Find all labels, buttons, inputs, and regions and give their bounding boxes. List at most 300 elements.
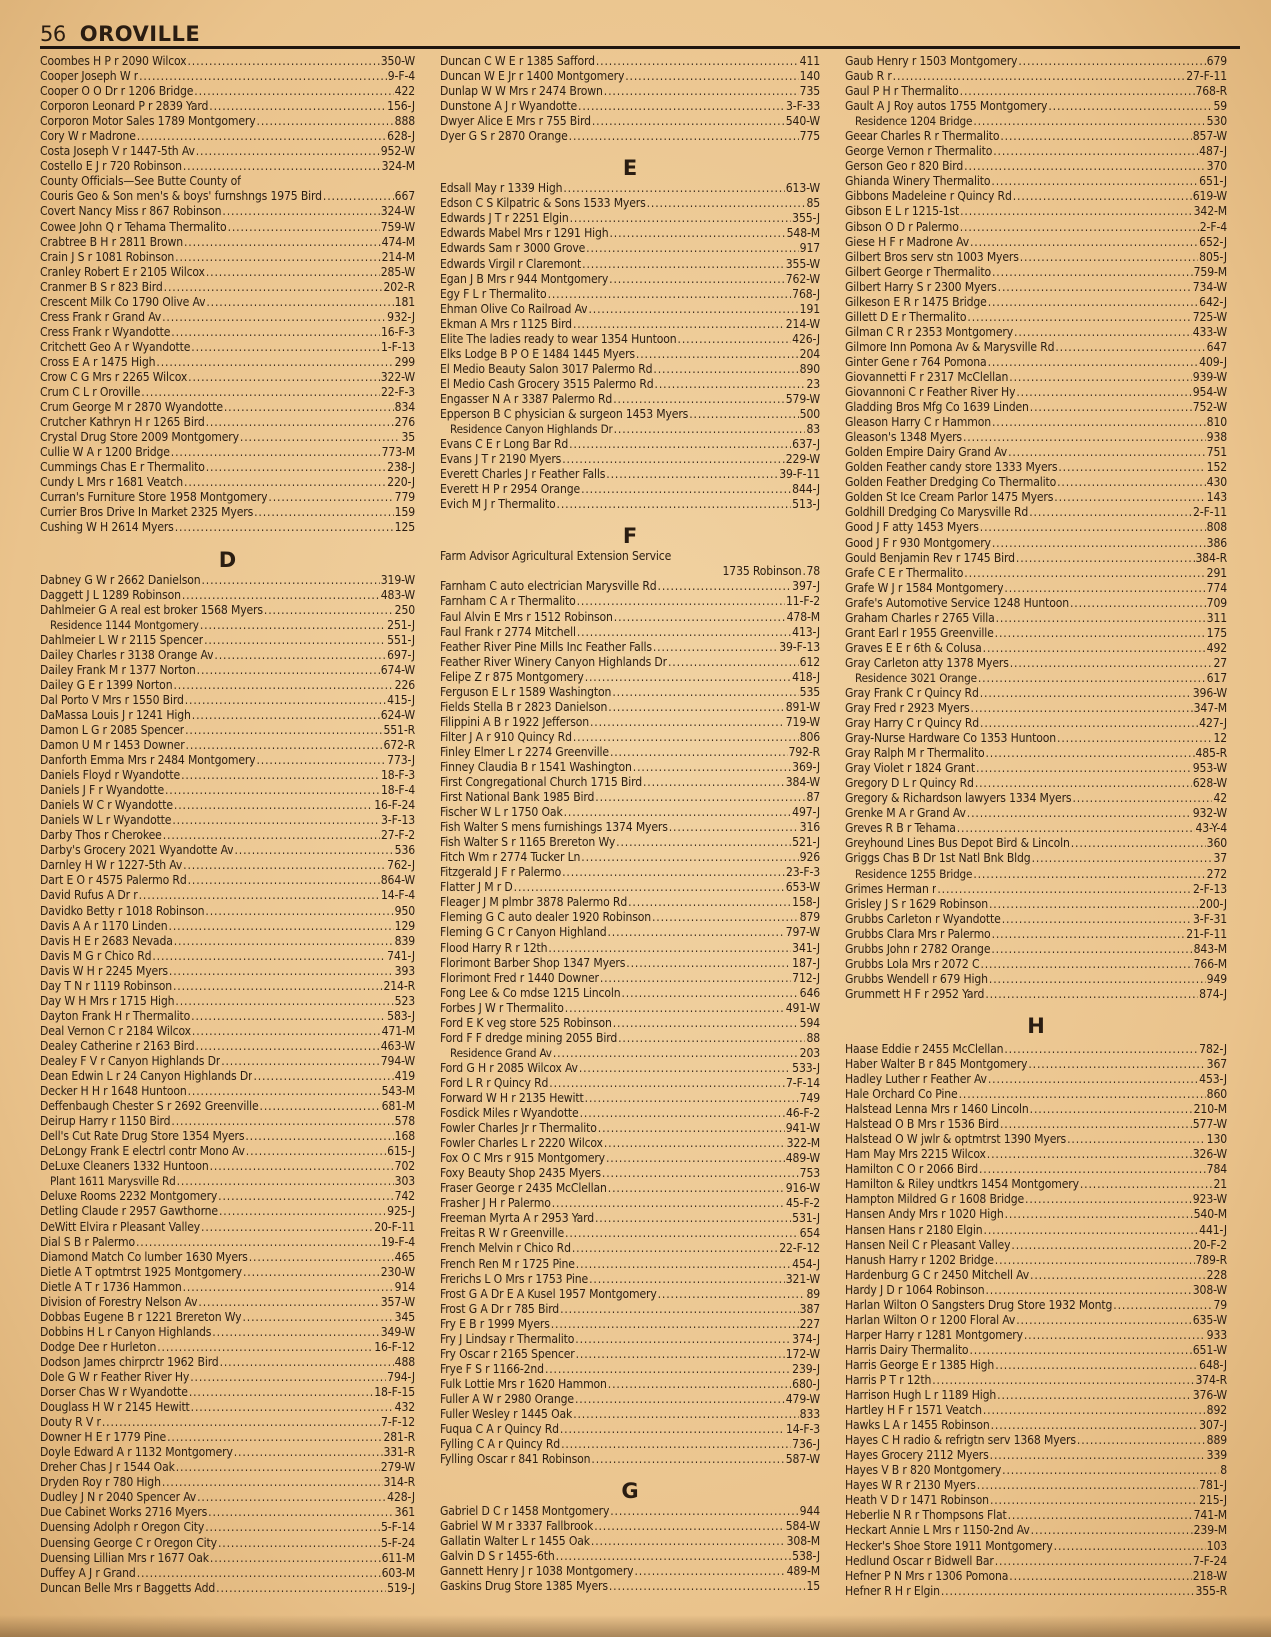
directory-entry xyxy=(440,1362,820,1377)
listing-name: Ford E K veg store 525 Robinson xyxy=(440,1015,612,1030)
directory-entry xyxy=(40,949,415,964)
listing-name: Cowee John Q r Tehama Thermalito xyxy=(40,219,227,234)
listing-name: Gaub Henry r 1503 Montgomery xyxy=(845,54,1018,68)
dot-leader xyxy=(570,211,792,226)
directory-entry xyxy=(440,625,820,640)
directory-entry xyxy=(40,768,415,783)
listing-name: Gregory & Richardson lawyers 1334 Myers xyxy=(845,791,1072,806)
directory-entry xyxy=(40,588,415,603)
dot-leader xyxy=(600,971,791,986)
phone-number: 19-F-4 xyxy=(381,1234,415,1249)
phone-number: 360 xyxy=(1206,836,1227,851)
dot-leader xyxy=(569,437,791,452)
directory-entry xyxy=(40,1415,415,1430)
phone-number: 952-W xyxy=(380,144,415,159)
listing-name: Dobbins H L r Canyon Highlands xyxy=(40,1324,212,1339)
directory-entry xyxy=(40,460,415,475)
dot-leader xyxy=(210,1551,381,1566)
phone-number: 535 xyxy=(799,684,820,699)
listing-name: Engasser N A r 3387 Palermo Rd xyxy=(440,391,613,406)
listing-name: Haber Walter B r 845 Montgomery xyxy=(845,1057,1028,1071)
dot-leader xyxy=(963,430,1206,445)
phone-number: 587-W xyxy=(785,1452,820,1467)
phone-number: 792-R xyxy=(788,744,820,759)
listing-name: Harris Dairy Thermalito xyxy=(845,1342,969,1357)
phone-number: 215-J xyxy=(1199,1493,1227,1508)
directory-entry xyxy=(845,1223,1227,1238)
phone-number: 7-F-12 xyxy=(381,1415,415,1430)
phone-number: 37 xyxy=(1213,851,1227,866)
dot-leader xyxy=(689,407,798,422)
listing-name: Cranmer B S r 823 Bird xyxy=(40,279,163,294)
phone-number: 773-M xyxy=(381,445,415,460)
dot-leader xyxy=(998,280,1192,295)
dot-leader xyxy=(610,226,786,241)
directory-entry xyxy=(40,99,415,114)
phone-number: 789-R xyxy=(1195,1252,1227,1267)
directory-entry xyxy=(845,69,1227,84)
dot-leader xyxy=(323,189,394,204)
directory-entry xyxy=(845,1268,1227,1283)
dot-leader xyxy=(249,1250,394,1265)
phone-number: 954-W xyxy=(1192,385,1227,400)
directory-entry xyxy=(40,994,415,1009)
directory-entry xyxy=(40,919,415,934)
dot-leader xyxy=(595,790,805,805)
directory-entry xyxy=(845,1087,1227,1102)
listing-name: Davis H E r 2683 Nevada xyxy=(40,933,173,948)
directory-entry xyxy=(845,776,1227,791)
directory-entry xyxy=(845,972,1227,987)
listing-name: Goldhill Dredging Co Marysville Rd xyxy=(845,505,1029,520)
listing-name: Galvin D S r 1455-6th xyxy=(440,1549,555,1564)
listing-name: Dabney G W r 2662 Danielson xyxy=(40,572,201,587)
listing-name: Harris George E r 1385 High xyxy=(845,1357,995,1372)
phone-number: 891-W xyxy=(785,699,820,714)
dot-leader xyxy=(182,588,380,603)
dot-leader xyxy=(222,204,379,219)
listing-name: Freeman Myrta A r 2953 Yard xyxy=(440,1211,594,1226)
listing-name: Grubbs Carleton r Wyandotte xyxy=(845,911,1001,926)
phone-number: 427-J xyxy=(1199,716,1227,731)
directory-entry xyxy=(845,1448,1227,1463)
phone-number: 143 xyxy=(1206,490,1227,505)
dot-leader xyxy=(260,1099,381,1114)
dot-leader xyxy=(1029,505,1192,520)
dot-leader xyxy=(184,235,381,250)
phone-number: 781-J xyxy=(1199,1478,1227,1493)
phone-number: 374-R xyxy=(1195,1372,1227,1387)
dot-leader xyxy=(969,1343,1191,1358)
dot-leader xyxy=(610,1504,798,1519)
directory-entry xyxy=(40,828,415,843)
dot-leader xyxy=(991,942,1192,957)
listing-name: Coombes H P r 2090 Wilcox xyxy=(40,54,187,68)
phone-number: 879 xyxy=(799,910,820,925)
directory-entry xyxy=(845,611,1227,626)
phone-number: 272 xyxy=(1206,866,1227,881)
directory-entry xyxy=(440,986,820,1001)
phone-number: 857-W xyxy=(1192,129,1227,144)
listing-name: Costello E J r 720 Robinson xyxy=(40,159,182,174)
phone-number: 291 xyxy=(1206,565,1227,580)
listing-name: Dietle A T optmtrst 1925 Montgomery xyxy=(40,1264,242,1279)
dot-leader xyxy=(1054,490,1205,505)
directory-entry xyxy=(440,287,820,302)
directory-entry xyxy=(845,1403,1227,1418)
listing-name: Elite The ladies ready to wear 1354 Huntoon xyxy=(440,331,677,346)
phone-number: 538-J xyxy=(792,1549,820,1564)
listing-name: Corporon Leonard P r 2839 Yard xyxy=(40,99,209,114)
listing-name: Giovannoni C r Feather River Hy xyxy=(845,385,1016,400)
phone-number: 339 xyxy=(1206,1448,1227,1463)
directory-entry xyxy=(845,280,1227,295)
phone-number: 735 xyxy=(799,84,820,99)
directory-entry xyxy=(40,1159,415,1174)
listing-name: Everett Charles J r Feather Falls xyxy=(440,467,606,482)
directory-entry xyxy=(440,241,820,256)
dot-leader xyxy=(577,594,785,609)
dot-leader xyxy=(560,1302,799,1317)
listing-name: Hayes W R r 2130 Myers xyxy=(845,1478,976,1493)
listing-name: Residence 1255 Bridge xyxy=(855,866,973,881)
directory-entry xyxy=(440,1031,820,1046)
directory-entry xyxy=(845,1057,1227,1072)
directory-entry xyxy=(440,610,820,625)
directory-entry xyxy=(845,235,1227,250)
phone-number: 926 xyxy=(799,850,820,865)
directory-column-1 xyxy=(40,54,415,1596)
phone-number: 741-J xyxy=(387,948,415,963)
directory-entry xyxy=(40,1235,415,1250)
directory-entry xyxy=(845,897,1227,912)
directory-entry xyxy=(440,272,820,287)
dot-leader xyxy=(988,295,1198,310)
phone-number: 889 xyxy=(1206,1433,1227,1448)
directory-entry xyxy=(845,851,1227,866)
phone-number: 941-W xyxy=(785,1121,820,1136)
dot-leader xyxy=(228,220,380,235)
phone-number: 8 xyxy=(1220,1463,1227,1478)
directory-entry xyxy=(845,1072,1227,1087)
phone-number: 79 xyxy=(1213,1297,1227,1312)
listing-name: Egan J B Mrs r 944 Montgomery xyxy=(440,271,609,286)
listing-name: Edsall May r 1339 High xyxy=(440,181,563,196)
directory-sub-entry xyxy=(440,1046,820,1061)
listing-name: Fish Walter S mens furnishings 1374 Myers xyxy=(440,820,668,835)
phone-number: 341-J xyxy=(792,940,820,955)
directory-entry xyxy=(40,370,415,385)
listing-name: Fulk Lottie Mrs r 1620 Hammon xyxy=(440,1376,607,1391)
directory-entry xyxy=(440,114,820,129)
listing-name: Crutcher Kathryn H r 1265 Bird xyxy=(40,415,205,430)
dot-leader xyxy=(1008,1508,1193,1523)
phone-number: 479-W xyxy=(785,1391,820,1406)
listing-name: Dailey G E r 1399 Norton xyxy=(40,677,173,692)
directory-entry xyxy=(845,1042,1227,1057)
directory-entry xyxy=(440,1016,820,1031)
directory-entry xyxy=(40,415,415,430)
listing-name: Gray Ralph M r Thermalito xyxy=(845,746,985,761)
phone-number: 697-J xyxy=(387,647,415,662)
dot-leader xyxy=(194,84,393,99)
dot-leader xyxy=(1008,445,1206,460)
phone-number: 648-J xyxy=(1199,1357,1227,1372)
listing-name: French Melvin r Chico Rd xyxy=(440,1241,571,1256)
phone-number: 46-F-2 xyxy=(786,1106,820,1121)
directory-entry xyxy=(440,956,820,971)
directory-entry xyxy=(40,144,415,159)
listing-name: Gilman C R r 2353 Montgomery xyxy=(845,324,1014,339)
directory-entry xyxy=(845,1238,1227,1253)
dot-leader xyxy=(582,257,785,272)
phone-number: 742 xyxy=(394,1189,415,1204)
listing-name: Grenke M A r Grand Av xyxy=(845,806,966,821)
phone-number: 775 xyxy=(799,129,820,144)
directory-entry xyxy=(40,1189,415,1204)
directory-entry xyxy=(40,1566,415,1581)
listing-name: Gilkeson E R r 1475 Bridge xyxy=(845,294,987,309)
dot-leader xyxy=(141,385,380,400)
directory-entry xyxy=(845,445,1227,460)
directory-entry xyxy=(40,295,415,310)
phone-number: 654 xyxy=(799,1226,820,1241)
dot-leader xyxy=(609,272,785,287)
listing-name: Elks Lodge B P O E 1484 1445 Myers xyxy=(440,346,635,361)
dot-leader xyxy=(1000,129,1191,144)
listing-name: Frost G A Dr r 785 Bird xyxy=(440,1301,560,1316)
dot-leader xyxy=(162,1475,383,1490)
listing-name: Damon U M r 1453 Downer xyxy=(40,738,185,753)
phone-number: 175 xyxy=(1206,625,1227,640)
phone-number: 428-J xyxy=(387,1490,415,1505)
phone-number: 617 xyxy=(1206,670,1227,685)
phone-number: 453-J xyxy=(1199,1072,1227,1087)
dot-leader xyxy=(243,1265,380,1280)
dot-leader xyxy=(604,84,799,99)
phone-number: 734-W xyxy=(1192,279,1227,294)
directory-entry xyxy=(440,392,820,407)
listing-name: Danforth Emma Mrs r 2484 Montgomery xyxy=(40,753,256,768)
dot-leader xyxy=(984,1223,1199,1238)
listing-name: Fong Lee & Co mdse 1215 Lincoln xyxy=(440,985,621,1000)
phone-number: 489-W xyxy=(785,1151,820,1166)
directory-entry xyxy=(440,69,820,84)
phone-number: 432 xyxy=(394,1400,415,1415)
listing-name: Gleason's 1348 Myers xyxy=(845,430,962,445)
directory-entry xyxy=(845,1298,1227,1313)
dot-leader xyxy=(572,1241,778,1256)
dot-leader xyxy=(990,1493,1198,1508)
phone-number: 214-M xyxy=(381,249,415,264)
directory-entry xyxy=(845,1343,1227,1358)
listing-name: Edwards Virgil r Claremont xyxy=(440,256,582,271)
phone-number: 471-M xyxy=(381,1023,415,1038)
dot-leader xyxy=(975,776,1192,791)
phone-number: 281-R xyxy=(383,1430,415,1445)
dot-leader xyxy=(218,1189,394,1204)
phone-number: 762-J xyxy=(387,858,415,873)
listing-name: Deal Vernon C r 2184 Wilcox xyxy=(40,1023,191,1038)
phone-number: 18-F-3 xyxy=(381,768,415,783)
phone-number: 773-J xyxy=(387,753,415,768)
dot-leader xyxy=(1080,1177,1213,1192)
directory-entry xyxy=(40,723,415,738)
phone-number: 9-F-4 xyxy=(387,69,415,84)
dot-leader xyxy=(234,843,393,858)
listing-name: Foxy Beauty Shop 2435 Myers xyxy=(440,1166,601,1181)
phone-number: 39-F-13 xyxy=(779,639,820,654)
dot-leader xyxy=(183,1280,394,1295)
directory-entry xyxy=(440,835,820,850)
listing-name: Division of Forestry Nelson Av xyxy=(40,1294,198,1309)
dot-leader xyxy=(565,1226,799,1241)
dot-leader xyxy=(196,1039,380,1054)
listing-name: Ehman Olive Co Railroad Av xyxy=(440,301,588,316)
directory-entry xyxy=(845,821,1227,836)
directory-entry xyxy=(440,1302,820,1317)
listing-name: Hawks L A r 1455 Robinson xyxy=(845,1418,990,1433)
phone-number: 321-W xyxy=(785,1271,820,1286)
dot-leader xyxy=(1070,596,1206,611)
phone-number: 485-R xyxy=(1195,746,1227,761)
dot-leader xyxy=(991,1418,1199,1433)
directory-entry xyxy=(40,189,415,204)
listing-name: Grafe W J r 1584 Montgomery xyxy=(845,580,1004,595)
directory-entry xyxy=(40,1024,415,1039)
dot-leader xyxy=(575,1392,785,1407)
directory-column-3 xyxy=(845,54,1227,1599)
directory-entry xyxy=(440,594,820,609)
directory-entry xyxy=(845,1508,1227,1523)
dot-leader xyxy=(191,1009,386,1024)
phone-number: 433-W xyxy=(1192,324,1227,339)
page-edge-shadow xyxy=(0,1615,1271,1637)
directory-entry xyxy=(845,84,1227,99)
listing-name: Flood Harry R r 12th xyxy=(440,940,548,955)
directory-entry xyxy=(40,1099,415,1114)
listing-name: Gault A J Roy autos 1755 Montgomery xyxy=(845,99,1048,114)
phone-number: 5-F-24 xyxy=(381,1535,415,1550)
listing-name: Hartley H F r 1571 Veatch xyxy=(845,1403,982,1418)
phone-number: 322-M xyxy=(786,1136,820,1151)
dot-leader xyxy=(185,693,386,708)
directory-entry xyxy=(845,927,1227,942)
phone-number: 393 xyxy=(394,963,415,978)
dot-leader xyxy=(171,325,380,340)
dot-leader xyxy=(246,1144,386,1159)
dot-leader xyxy=(169,919,394,934)
dot-leader xyxy=(608,1377,791,1392)
listing-name: Cooper Joseph W r xyxy=(40,69,139,84)
listing-name: Gould Benjamin Rev r 1745 Bird xyxy=(845,550,1015,565)
dot-leader xyxy=(643,775,785,790)
dot-leader xyxy=(604,1136,786,1151)
dot-leader xyxy=(591,1452,784,1467)
phone-number: 2-F-11 xyxy=(1193,505,1227,520)
listing-name: First National Bank 1985 Bird xyxy=(440,790,595,805)
listing-name: Daniels W C r Wyandotte xyxy=(40,798,173,813)
directory-entry xyxy=(440,84,820,99)
dot-leader xyxy=(171,1114,393,1129)
dot-leader xyxy=(174,934,394,949)
listing-name: Gaskins Drug Store 1385 Myers xyxy=(440,1579,608,1594)
listing-name: Hadley Luther r Feather Av xyxy=(845,1072,987,1087)
dot-leader xyxy=(579,1061,791,1076)
listing-name: Greves R B r Tehama xyxy=(845,821,956,836)
phone-number: 129 xyxy=(394,918,415,933)
listing-name: Ford G H r 2085 Wilcox Av xyxy=(440,1060,578,1075)
listing-name: Hansen Neil C r Pleasant Valley xyxy=(845,1237,1011,1252)
listing-name: Fuller A W r 2980 Orange xyxy=(440,1391,574,1406)
dot-leader xyxy=(992,265,1193,280)
phone-number: 513-J xyxy=(792,497,820,512)
listing-name: Ferguson E L r 1589 Washington xyxy=(440,684,612,699)
listing-name: Deffenbaugh Chester S r 2692 Greenville xyxy=(40,1099,259,1114)
listing-name: George Vernon r Thermalito xyxy=(845,144,993,159)
phone-number: 489-M xyxy=(786,1564,820,1579)
dot-leader xyxy=(137,1566,381,1581)
listing-name: County Officials—See Butte County of xyxy=(40,174,241,189)
phone-number: 415-J xyxy=(387,692,415,707)
phone-number: 16-F-3 xyxy=(381,324,415,339)
dot-leader xyxy=(205,904,393,919)
dot-leader xyxy=(1028,1057,1205,1072)
directory-entry xyxy=(40,1581,415,1596)
phone-number: 210-M xyxy=(1193,1102,1227,1117)
listing-name: Dodge Dee r Hurleton xyxy=(40,1339,157,1354)
directory-entry xyxy=(40,1204,415,1219)
directory-entry xyxy=(40,783,415,798)
directory-entry xyxy=(845,220,1227,235)
directory-entry xyxy=(845,746,1227,761)
phone-number: 454-J xyxy=(792,1256,820,1271)
directory-entry xyxy=(40,235,415,250)
dot-leader xyxy=(167,1430,382,1445)
phone-number: 202-R xyxy=(383,279,415,294)
listing-name: Fischer W L r 1750 Oak xyxy=(440,805,563,820)
dot-leader xyxy=(253,1069,393,1084)
listing-name: Fleager J M plmbr 3878 Palermo Rd xyxy=(440,895,628,910)
directory-entry xyxy=(40,798,415,813)
listing-name: Couris Geo & Son men's & boys' furnshngs 1975 Bird xyxy=(40,189,322,204)
dot-leader xyxy=(198,1295,379,1310)
phone-number: 797-W xyxy=(785,925,820,940)
directory-entry xyxy=(440,1001,820,1016)
listing-name: Dailey Charles r 3138 Orange Av xyxy=(40,647,214,662)
dot-leader xyxy=(971,701,1193,716)
phone-number: 932-J xyxy=(387,309,415,324)
listing-name: Dobbas Eugene B r 1221 Brereton Wy xyxy=(40,1309,242,1324)
dot-leader xyxy=(245,1129,393,1144)
listing-name: Ginter Gene r 764 Pomona xyxy=(845,354,987,369)
phone-number: 584-W xyxy=(785,1519,820,1534)
listing-name: Frerichs L O Mrs r 1753 Pine xyxy=(440,1271,589,1286)
phone-number: 411 xyxy=(799,54,820,68)
listing-name: Edson C S Kilpatric & Sons 1533 Myers xyxy=(440,196,646,211)
phone-number: 628-W xyxy=(1192,776,1227,791)
directory-entry xyxy=(40,1505,415,1520)
phone-number: 14-F-4 xyxy=(381,888,415,903)
directory-entry xyxy=(440,181,820,196)
directory-entry xyxy=(40,1340,415,1355)
dot-leader xyxy=(185,723,382,738)
listing-name: DeLongy Frank E electrl contr Mono Av xyxy=(40,1144,245,1159)
phone-number: 238-J xyxy=(387,460,415,475)
phone-number: 308-W xyxy=(1192,1282,1227,1297)
directory-entry xyxy=(440,745,820,760)
directory-entry xyxy=(40,1054,415,1069)
